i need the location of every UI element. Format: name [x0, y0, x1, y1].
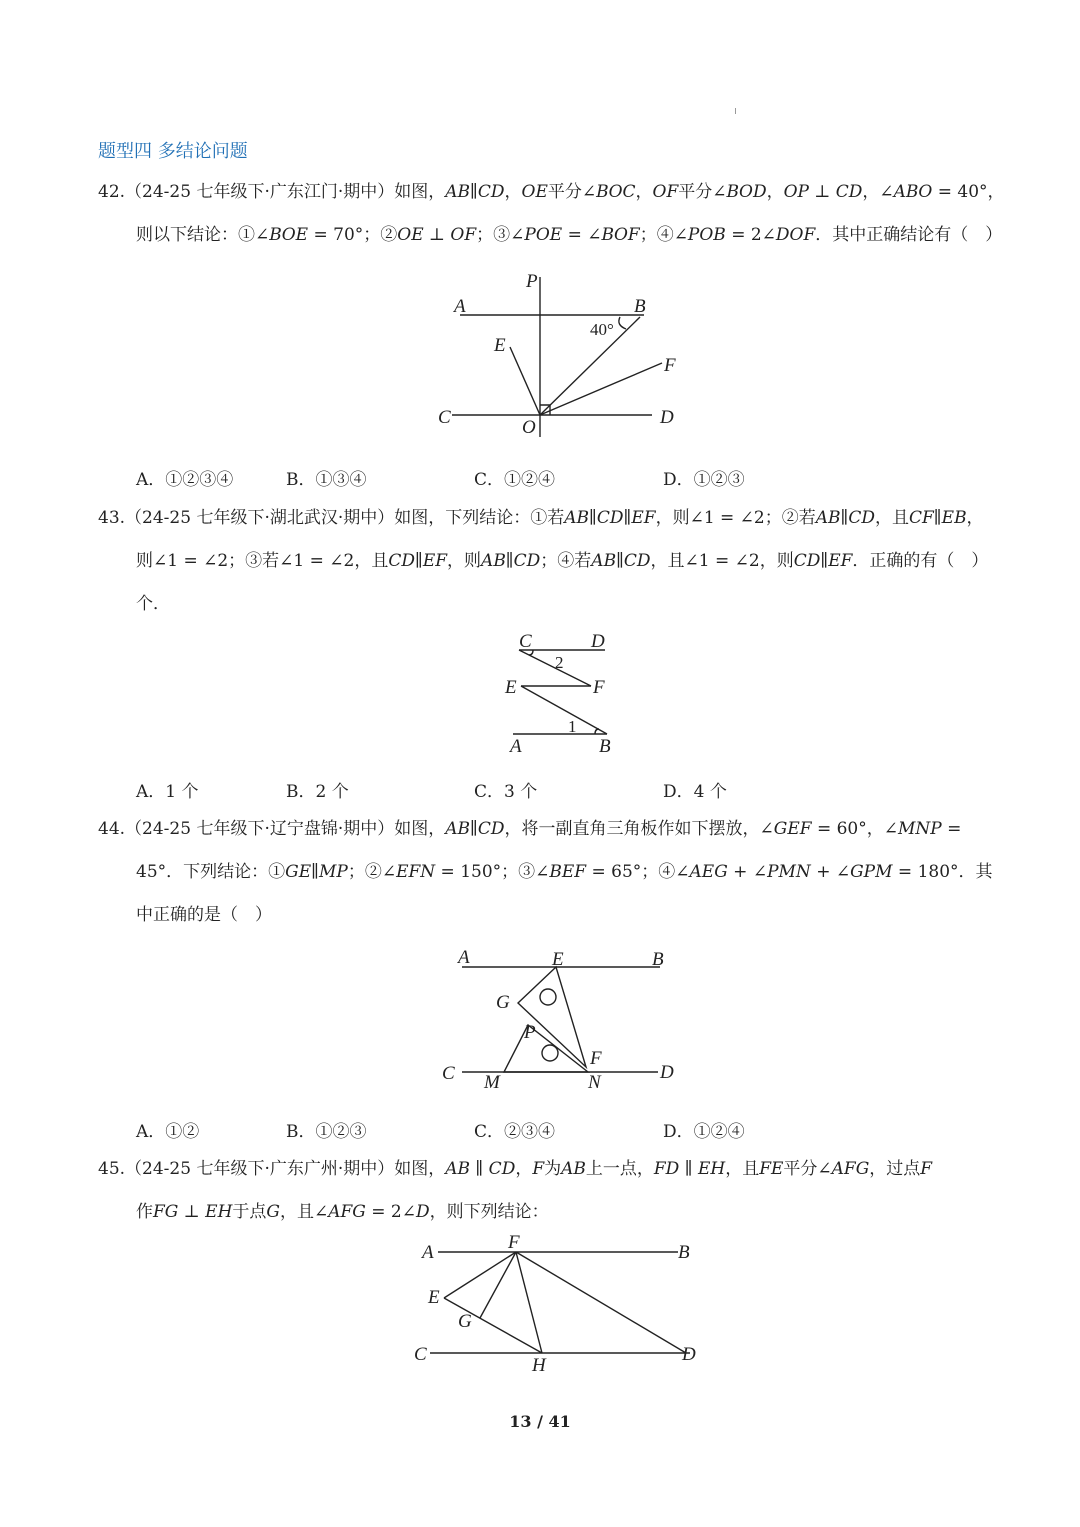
line-fd — [516, 1252, 686, 1353]
angle-arc — [619, 317, 626, 329]
q43-figure — [495, 628, 625, 758]
label-e: E — [552, 949, 564, 970]
q42-option-a: A．①②③④ — [136, 470, 234, 490]
q42-line1: 42.（24-25 七年级下·广东江门·期中）如图，𝐴𝐵∥𝐶𝐷，𝑂𝐸平分∠𝐵𝑂𝐶，𝑂𝐹平分∠𝐵𝑂𝐷，𝑂𝑃 ⊥ 𝐶𝐷，∠𝐴𝐵𝑂 = 40°， — [98, 182, 1005, 202]
label-e: E — [494, 335, 506, 356]
scan-mark — [735, 108, 736, 114]
q42-line2: 则以下结论：①∠𝐵𝑂𝐸 = 70°；②𝑂𝐸 ⊥ 𝑂𝐹；③∠𝑃𝑂𝐸 = ∠𝐵𝑂𝐹；④∠𝑃𝑂𝐵 = 2∠𝐷𝑂𝐹．其中正确结论有（ ） — [136, 225, 1003, 245]
label-c: C — [438, 407, 451, 428]
label-c: C — [519, 631, 532, 652]
label-f: F — [590, 1048, 602, 1069]
triangle-hole-upper — [540, 989, 556, 1005]
q44-option-b: B．①②③ — [286, 1122, 367, 1142]
q45-line1: 45.（24-25 七年级下·广东广州·期中）如图，𝐴𝐵 ∥ 𝐶𝐷，𝐹为𝐴𝐵上一点，𝐹𝐷 ∥ 𝐸𝐻，且𝐹𝐸平分∠𝐴𝐹𝐺，过点𝐹 — [98, 1159, 933, 1179]
q43-line2: 则∠1 = ∠2；③若∠1 = ∠2，且𝐶𝐷∥𝐸𝐹，则𝐴𝐵∥𝐶𝐷；④若𝐴𝐵∥𝐶𝐷，且∠1 = ∠2，则𝐶𝐷∥𝐸𝐹．正确的有（ ） — [136, 551, 989, 571]
label-c: C — [442, 1063, 455, 1084]
q44-option-d: D．①②④ — [663, 1122, 745, 1142]
section-title: 题型四 多结论问题 — [98, 141, 248, 162]
q42-figure — [430, 265, 690, 445]
label-d: D — [660, 407, 674, 428]
label-a: A — [458, 947, 470, 968]
line-fe — [444, 1252, 516, 1298]
label-a: A — [510, 736, 522, 757]
label-e: E — [428, 1287, 440, 1308]
label-n: N — [588, 1072, 601, 1093]
label-g: G — [458, 1311, 472, 1332]
q44-line3: 中正确的是（ ） — [136, 905, 272, 925]
q43-option-c: C．3 个 — [474, 782, 538, 802]
q43-line1: 43.（24-25 七年级下·湖北武汉·期中）如图，下列结论：①若𝐴𝐵∥𝐶𝐷∥𝐸𝐹，则∠1 = ∠2；②若𝐴𝐵∥𝐶𝐷，且𝐶𝐹∥𝐸𝐵， — [98, 508, 984, 528]
label-2: 2 — [555, 653, 564, 672]
q45-figure — [410, 1232, 710, 1377]
label-f: F — [593, 677, 605, 698]
label-angle: 40° — [590, 320, 614, 339]
label-h: H — [532, 1355, 546, 1376]
q44-option-c: C．②③④ — [474, 1122, 556, 1142]
q42-option-d: D．①②③ — [663, 470, 745, 490]
q42-option-b: B．①③④ — [286, 470, 367, 490]
label-g: G — [496, 992, 510, 1013]
label-m: M — [484, 1072, 500, 1093]
label-b: B — [652, 949, 664, 970]
label-e: E — [505, 677, 517, 698]
q44-figure — [438, 943, 688, 1098]
triangle-hole-lower — [542, 1045, 558, 1061]
q44-option-a: A．①② — [136, 1122, 200, 1142]
label-f: F — [664, 355, 676, 376]
q43-line3: 个． — [136, 594, 170, 614]
label-p: P — [524, 1022, 536, 1043]
q43-option-b: B．2 个 — [286, 782, 349, 802]
line-of — [540, 363, 662, 415]
q42-option-c: C．①②④ — [474, 470, 556, 490]
label-1: 1 — [568, 717, 577, 736]
label-b: B — [678, 1242, 690, 1263]
label-o: O — [522, 417, 536, 438]
line-fh — [516, 1252, 542, 1353]
page-number: 13 / 41 — [509, 1412, 571, 1431]
label-c: C — [414, 1344, 427, 1365]
label-b: B — [599, 736, 611, 757]
q43-option-a: A．1 个 — [136, 782, 199, 802]
triangle-egf — [518, 967, 586, 1067]
label-d: D — [591, 631, 605, 652]
label-f: F — [508, 1232, 520, 1253]
label-b: B — [634, 296, 646, 317]
label-p: P — [526, 271, 538, 292]
q44-line1: 44.（24-25 七年级下·辽宁盘锦·期中）如图，𝐴𝐵∥𝐶𝐷，将一副直角三角板作如下摆放，∠𝐺𝐸𝐹 = 60°，∠𝑀𝑁𝑃 = — [98, 819, 962, 839]
q43-option-d: D．4 个 — [663, 782, 727, 802]
q45-line2: 作𝐹𝐺 ⊥ 𝐸𝐻于点𝐺，且∠𝐴𝐹𝐺 = 2∠𝐷，则下列结论： — [136, 1202, 549, 1222]
line-oe — [510, 347, 540, 415]
label-d: D — [660, 1062, 674, 1083]
label-a: A — [422, 1242, 434, 1263]
label-d: D — [682, 1344, 696, 1365]
line-fg — [480, 1252, 516, 1318]
q44-line2: 45°．下列结论：①𝐺𝐸∥𝑀𝑃；②∠𝐸𝐹𝑁 = 150°；③∠𝐵𝐸𝐹 = 65°；④∠𝐴𝐸𝐺 + ∠𝑃𝑀𝑁 + ∠𝐺𝑃𝑀 = 180°．其 — [136, 862, 993, 882]
label-a: A — [454, 296, 466, 317]
